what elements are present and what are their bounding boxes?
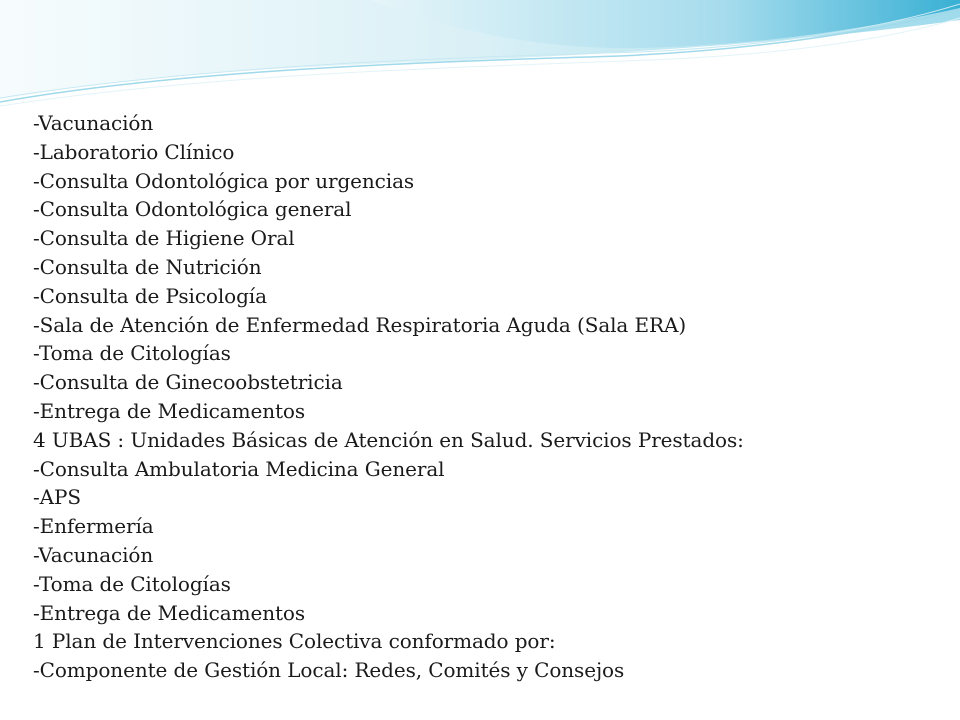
text-line: -Toma de Citologías <box>33 341 231 366</box>
text-line: -Consulta Odontológica por urgencias <box>33 168 415 193</box>
text-line: -Componente de Gestión Local: Redes, Comités y Consejos <box>33 658 625 683</box>
text-line: -Entrega de Medicamentos <box>33 600 306 625</box>
text-line: -Toma de Citologías <box>33 571 231 596</box>
text-line: 4 UBAS : Unidades Básicas de Atención en Salud. Servicios Prestados: <box>33 427 744 452</box>
text-line: -Consulta de Psicología <box>33 283 267 308</box>
text-line: -Vacunación <box>33 111 154 135</box>
text-line: -Consulta Ambulatoria Medicina General <box>33 456 445 481</box>
text-line: -APS <box>33 485 81 510</box>
text-line: -Consulta Odontológica general <box>33 197 352 222</box>
text-line: -Consulta de Nutrición <box>33 254 262 279</box>
text-line: -Consulta de Higiene Oral <box>33 226 295 251</box>
text-line: -Vacunación <box>33 542 154 567</box>
text-line: -Laboratorio Clínico <box>33 139 235 164</box>
text-line: -Entrega de Medicamentos <box>33 398 306 423</box>
text-line: 1 Plan de Intervenciones Colectiva conformado por: <box>33 629 556 654</box>
slide-text-list <box>33 109 933 685</box>
header-wave-decoration <box>0 0 960 120</box>
text-line: -Consulta de Ginecoobstetricia <box>33 370 343 395</box>
text-line: -Sala de Atención de Enfermedad Respiratoria Aguda (Sala ERA) <box>33 312 687 337</box>
text-line: -Enfermería <box>33 514 154 539</box>
